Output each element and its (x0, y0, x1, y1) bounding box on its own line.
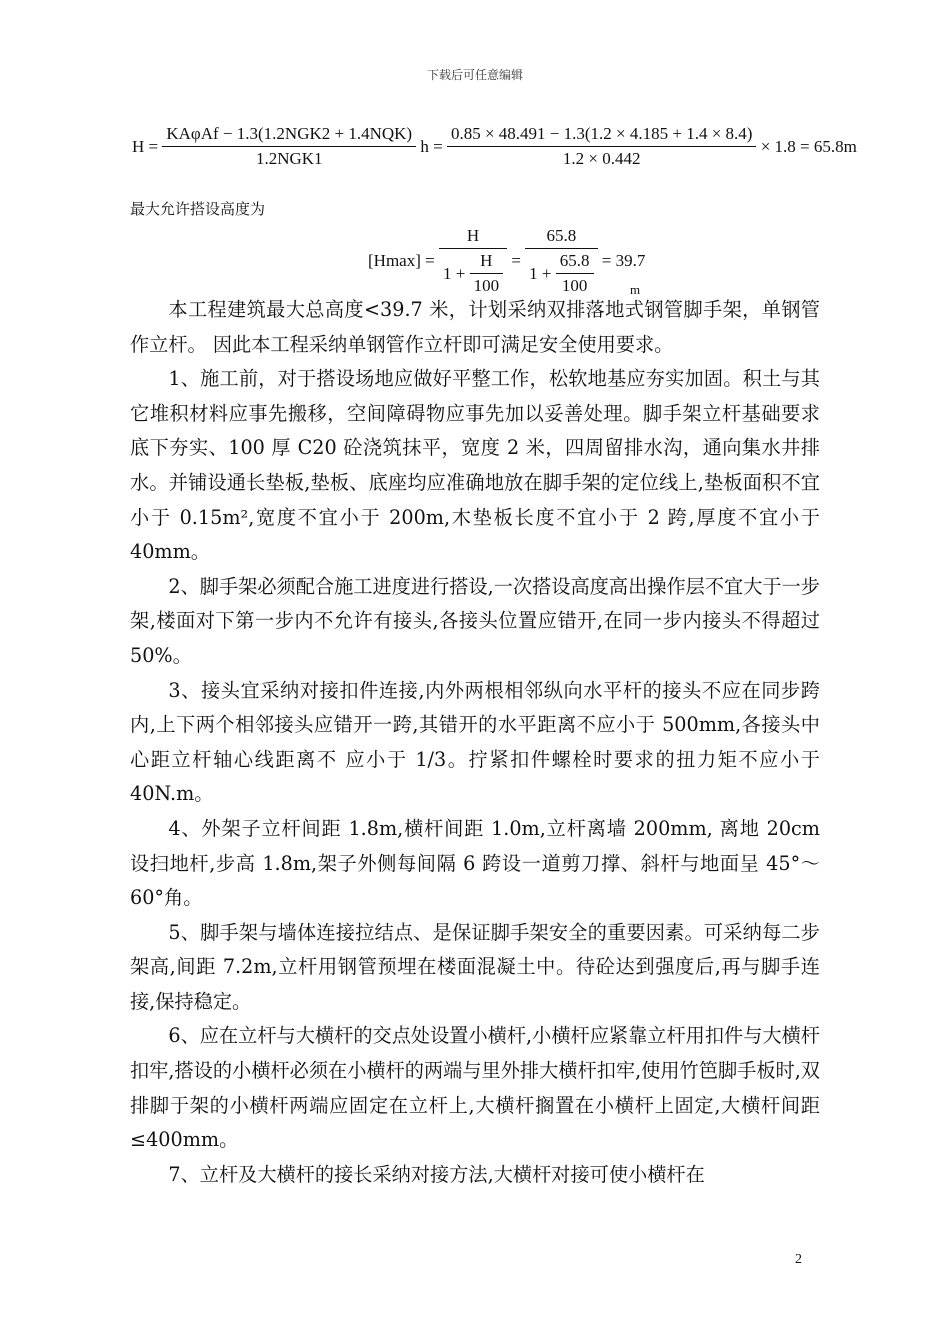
formula2-fraction-numeric (525, 226, 597, 296)
paragraph-item-3: 3、接头宜采纳对接扣件连接,内外两根相邻纵向水平杆的接头不应在同步跨内,上下两个相邻接头应错开一跨,其错开的水平距离不应小于 500mm,各接头中心距立杆轴心线距离不 应小于 1/3。拧紧扣件螺栓时要求的扭力矩不应小于 40N.m。 (130, 678, 820, 806)
page-header: 下载后可任意编辑 (426, 68, 523, 82)
formula2-den1 (439, 248, 507, 296)
paragraph-item-5: 5、脚手架与墙体连接拉结点、是保证脚手架安全的重要因素。可采纳每二步架高,间距 7.2m,立杆用钢管预埋在楼面混凝土中。待砼达到强度后,再与脚手连接,保持稳定。 (130, 920, 820, 1013)
formula2-den2-num: 65.8 (559, 251, 590, 270)
formula2-result: = 39.7 (601, 251, 646, 270)
formula2-equals: = (511, 251, 521, 270)
formula2-den1-pre: 1 + (442, 263, 466, 283)
formula2-den2-den: 100 (556, 273, 594, 296)
formula2-den2-fraction (556, 251, 594, 296)
formula2-unit: m (630, 282, 641, 297)
paragraph-item-1: 1、施工前，对于搭设场地应做好平整工作，松软地基应夯实加固。积土与其它堆积材料应事先搬移，空间障碍物应事先加以妥善处理。脚手架立杆基础要求底下夯实、100 厚 C20 砼浇筑抹平，宽度 2 米，四周留排水沟，通向集水井排水。并铺设通长垫板,垫板、底座均应准确地放在脚手架的定位线上,垫板面积不宜小于 0.15m²,宽度不宜小于 200m,木垫板长度不宜小于 2 跨,厚度不宜小于 40mm。 (130, 367, 820, 564)
formula2-den1-num: H (480, 251, 493, 270)
formula2-den2-pre: 1 + (529, 263, 552, 283)
paragraph-item-2: 2、脚手架必须配合施工进度进行搭设,一次搭设高度高出操作层不宜大于一步架,楼面对下第一步内不允许有接头,各接头位置应错开,在同一步内接头不得超过 50%。 (130, 574, 820, 667)
formula1-frac1-denominator: 1.2NGK1 (162, 146, 416, 169)
height-formula (132, 124, 857, 169)
formula2-fraction-symbolic (439, 226, 507, 296)
formula1-fraction-symbolic (162, 124, 416, 169)
page-number: 2 (795, 1252, 802, 1267)
paragraph-item-6: 6、应在立杆与大横杆的交点处设置小横杆,小横杆应紧靠立杆用扣件与大横杆扣牢,搭设的小横杆必须在小横杆的两端与里外排大横杆扣牢,使用竹笆脚手板时,双排脚于架的小横杆两端应固定在立杆上,大横杆搁置在小横杆上固定,大横杆间距≤400mm。 (130, 1024, 820, 1152)
paragraph-item-4: 4、外架子立杆间距 1.8m,横杆间距 1.0m,立杆离墙 200mm, 离地 20cm 设扫地杆,步高 1.8m,架子外侧每间隔 6 跨设一道剪刀撑、斜杆与地面呈 45°～60°角。 (130, 816, 820, 910)
formula1-frac2-numerator: 0.85 × 48.491 − 1.3(1.2 × 4.185 + 1.4 × 8.4) (450, 124, 753, 143)
formula2-num1: H (466, 226, 480, 245)
formula1-mult: h = (420, 136, 443, 156)
formula2-den1-den: 100 (470, 273, 504, 296)
formula1-fraction-numeric (447, 124, 757, 169)
formula1-frac2-denominator: 1.2 × 0.442 (447, 146, 757, 169)
formula2-lhs: [Hmax] = (368, 251, 435, 270)
formula1-result: × 1.8 = 65.8m (760, 136, 857, 156)
formula2-den1-fraction (470, 251, 504, 296)
formula1-frac1-numerator: KAφAf − 1.3(1.2NGK2 + 1.4NQK) (166, 124, 413, 143)
formula2-num2: 65.8 (546, 226, 577, 245)
max-height-formula (368, 226, 645, 296)
paragraph-item-7: 7、立杆及大横杆的接长采纳对接方法,大横杆对接可使小横杆在 (168, 1162, 705, 1186)
max-height-label: 最大允许搭设高度为 (130, 200, 266, 218)
body-text (130, 293, 820, 1192)
formula2-den2 (525, 248, 597, 296)
formula1-lhs: H = (132, 136, 159, 156)
paragraph-intro: 本工程建筑最大总高度<39.7 米，计划采纳双排落地式钢管脚手架，单钢管作立杆。 因此本工程采纳单钢管作立杆即可满足安全使用要求。 (130, 298, 820, 356)
